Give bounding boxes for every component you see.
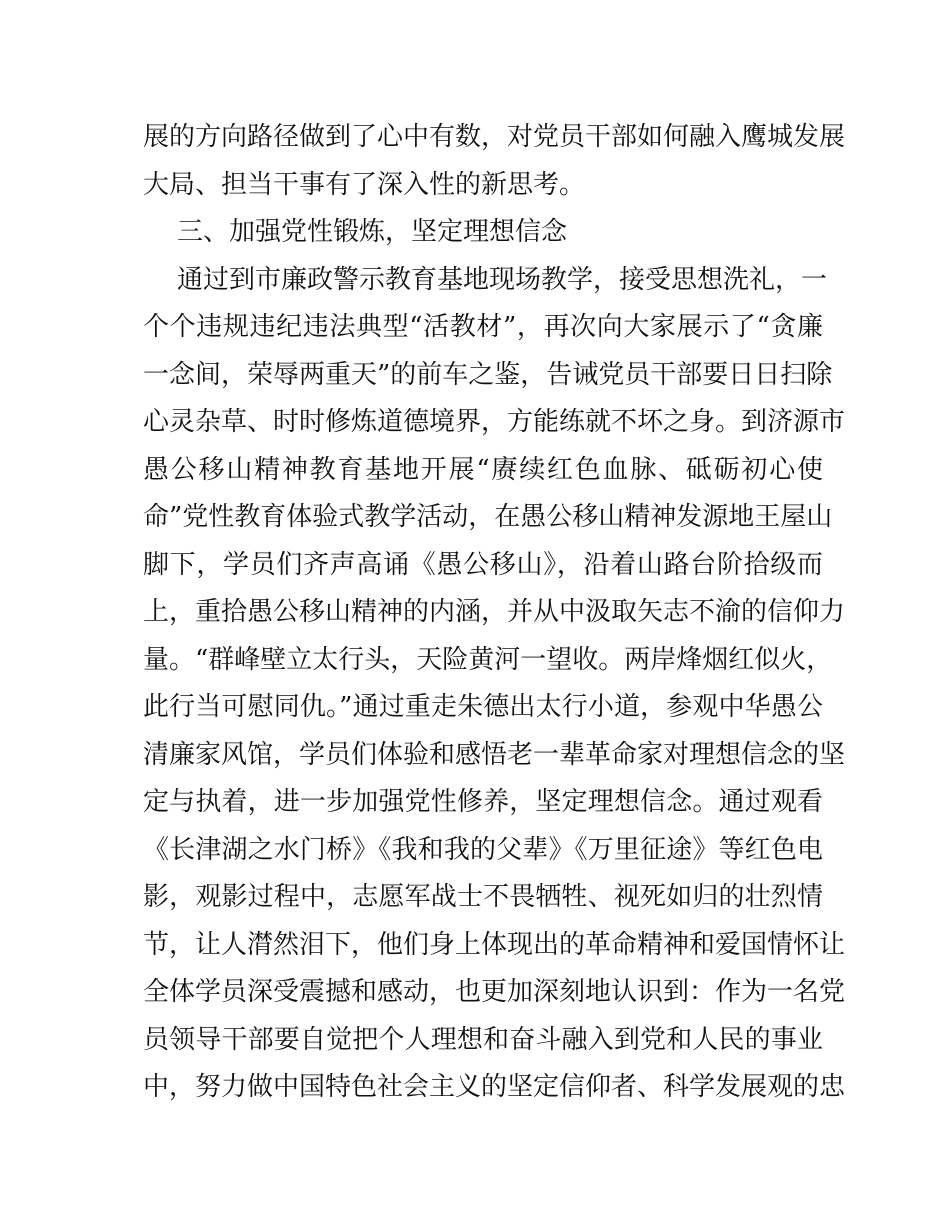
paragraph-line: 中，努力做中国特色社会主义的坚定信仰者、科学发展观的忠 (143, 1072, 846, 1102)
paragraph-line: 《长津湖之水门桥》《我和我的父辈》《万里征途》等红色电 (143, 834, 823, 865)
paragraph-line: 量。“群峰壁立太行头，天险黄河一望收。两岸烽烟红似火， (143, 644, 833, 675)
section-heading: 三、加强党性锻炼，坚定理想信念 (177, 217, 568, 247)
paragraph-line: 愚公移山精神教育基地开展“赓续红色血脉、砥砺初心使 (143, 454, 823, 485)
paragraph-line: 员领导干部要自觉把个人理想和奋斗融入到党和人民的事业 (143, 1024, 823, 1055)
paragraph-line: 心灵杂草、时时修炼道德境界，方能练就不坏之身。到济源市 (143, 407, 846, 437)
paragraph-line: 节，让人潸然泪下，他们身上体现出的革命精神和爱国情怀让 (143, 929, 846, 960)
paragraph-line: 通过到市廉政警示教育基地现场教学，接受思想洗礼，一 (177, 264, 828, 295)
paragraph-line: 个个违规违纪违法典型“活教材”，再次向大家展示了“贪廉 (143, 312, 823, 342)
paragraph-line: 上，重拾愚公移山精神的内涵，并从中汲取矢志不渝的信仰力 (143, 597, 846, 627)
paragraph-line: 定与执着，进一步加强党性修养，坚定理想信念。通过观看 (143, 787, 823, 817)
text-line: 展的方向路径做到了心中有数，对党员干部如何融入鹰城发展 (143, 122, 846, 152)
paragraph-line: 脚下，学员们齐声高诵《愚公移山》，沿着山路台阶拾级而 (143, 549, 823, 580)
paragraph-line: 清廉家风馆，学员们体验和感悟老一辈革命家对理想信念的坚 (143, 739, 846, 770)
paragraph-line: 影，观影过程中，志愿军战士不畏牺牲、视死如归的壮烈情 (143, 882, 823, 912)
paragraph-line: 一念间，荣辱两重天”的前车之鉴，告诫党员干部要日日扫除 (143, 359, 833, 390)
text-line: 大局、担当干事有了深入性的新思考。 (143, 169, 586, 200)
paragraph-line: 命”党性教育体验式教学活动，在愚公移山精神发源地王屋山 (143, 502, 833, 532)
document-body (143, 114, 846, 1112)
paragraph-line: 全体学员深受震撼和感动，也更加深刻地认识到：作为一名党 (143, 977, 846, 1007)
paragraph-line: 此行当可慰同仇。”通过重走朱德出太行小道，参观中华愚公 (143, 692, 823, 722)
